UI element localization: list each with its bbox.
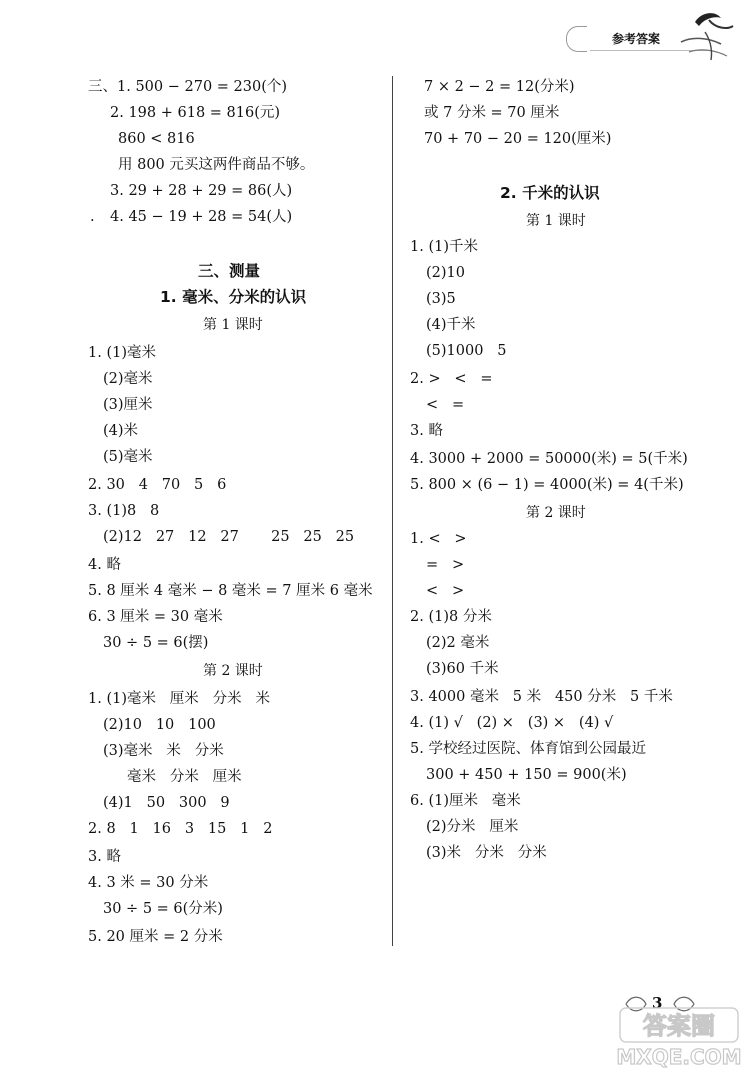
left-line: (4)米	[103, 423, 139, 439]
left-line: 4. 3 米 = 30 分米	[88, 875, 209, 891]
watermark-logo	[612, 1004, 746, 1070]
left-line: 2. 198 + 618 = 816(元)	[110, 105, 281, 121]
right-line: 7 × 2 − 2 = 12(分米)	[424, 79, 575, 95]
left-line: 4. 略	[88, 557, 121, 573]
right-line: (3)5	[426, 291, 456, 307]
right-line: 4. 3000 + 2000 = 50000(米) = 5(千米)	[410, 451, 688, 467]
right-line: (2)2 毫米	[426, 635, 490, 651]
right-line: < =	[426, 397, 465, 413]
left-line: 5. 20 厘米 = 2 分米	[88, 929, 223, 945]
column-divider	[392, 76, 393, 946]
right-line: 或 7 分米 = 70 厘米	[424, 105, 560, 121]
left-line: (2)10 10 100	[103, 717, 216, 733]
right-line: 5. 学校经过医院、体育馆到公园最近	[410, 741, 646, 757]
right-line: (3)米 分米 分米	[426, 845, 547, 861]
left-line: 1. (1)毫米	[88, 345, 156, 361]
right-line: 3. 略	[410, 423, 443, 439]
lesson-heading: 第 2 课时	[203, 663, 263, 679]
left-line: .	[90, 209, 95, 225]
right-line: 1. < >	[410, 531, 467, 547]
right-line: 4. (1) √ (2) × (3) × (4) √	[410, 715, 614, 731]
left-line: 4. 45 − 19 + 28 = 54(人)	[110, 209, 293, 225]
left-line: (3)毫米 米 分米	[103, 743, 224, 759]
left-line: 2. 30 4 70 5 6	[88, 477, 227, 493]
right-line: (5)1000 5	[426, 343, 507, 359]
header-ink-decoration	[675, 8, 737, 66]
lesson-heading: 第 1 课时	[203, 317, 263, 333]
right-line: < >	[426, 583, 465, 599]
left-line: 3. 29 + 28 + 29 = 86(人)	[110, 183, 293, 199]
right-line: (3)60 千米	[426, 661, 499, 677]
right-line: 1. (1)千米	[410, 239, 478, 255]
subsection-heading: 2. 千米的认识	[500, 184, 600, 202]
right-line: 3. 4000 毫米 5 米 450 分米 5 千米	[410, 689, 673, 705]
left-line: 1. (1)毫米 厘米 分米 米	[88, 691, 270, 707]
header-bracket-mark	[566, 26, 587, 52]
left-line: 3. 略	[88, 849, 121, 865]
left-line: (2)毫米	[103, 371, 153, 387]
right-line: 6. (1)厘米 毫米	[410, 793, 521, 809]
right-line: (4)千米	[426, 317, 476, 333]
left-line: 3. (1)8 8	[88, 503, 160, 519]
left-line: 用 800 元买这两件商品不够。	[118, 157, 315, 173]
header-label: 参考答案	[612, 32, 661, 46]
left-line: 2. 8 1 16 3 15 1 2	[88, 821, 273, 837]
subsection-heading: 1. 毫米、分米的认识	[160, 288, 307, 306]
left-line: (5)毫米	[103, 449, 153, 465]
right-line: (2)分米 厘米	[426, 819, 519, 835]
left-line: 6. 3 厘米 = 30 毫米	[88, 609, 223, 625]
right-line: 2. (1)8 分米	[410, 609, 492, 625]
right-line: 300 + 450 + 150 = 900(米)	[426, 767, 627, 783]
lesson-heading: 第 2 课时	[526, 505, 586, 521]
right-line: 70 + 70 − 20 = 120(厘米)	[424, 131, 612, 147]
page-number: 3	[652, 994, 663, 1012]
right-line: = >	[426, 557, 465, 573]
watermark-line2: MXQE.COM	[616, 1045, 742, 1069]
left-line: 毫米 分米 厘米	[127, 769, 242, 785]
section-heading: 三、测量	[198, 262, 261, 280]
left-line: 860 < 816	[118, 131, 195, 147]
left-line: (2)12 27 12 27 25 25 25	[103, 529, 355, 545]
lesson-heading: 第 1 课时	[526, 213, 586, 229]
left-line: (4)1 50 300 9	[103, 795, 230, 811]
left-line: 30 ÷ 5 = 6(分米)	[103, 901, 223, 917]
watermark-line1: 答案圈	[643, 1012, 715, 1040]
left-line: 30 ÷ 5 = 6(摆)	[103, 635, 209, 651]
left-line: 三、1. 500 − 270 = 230(个)	[88, 79, 288, 95]
right-line: 5. 800 × (6 − 1) = 4000(米) = 4(千米)	[410, 477, 684, 493]
right-line: 2. > < =	[410, 371, 493, 387]
left-line: (3)厘米	[103, 397, 153, 413]
left-line: 5. 8 厘米 4 毫米 − 8 毫米 = 7 厘米 6 毫米	[88, 583, 373, 599]
right-line: (2)10	[426, 265, 465, 281]
